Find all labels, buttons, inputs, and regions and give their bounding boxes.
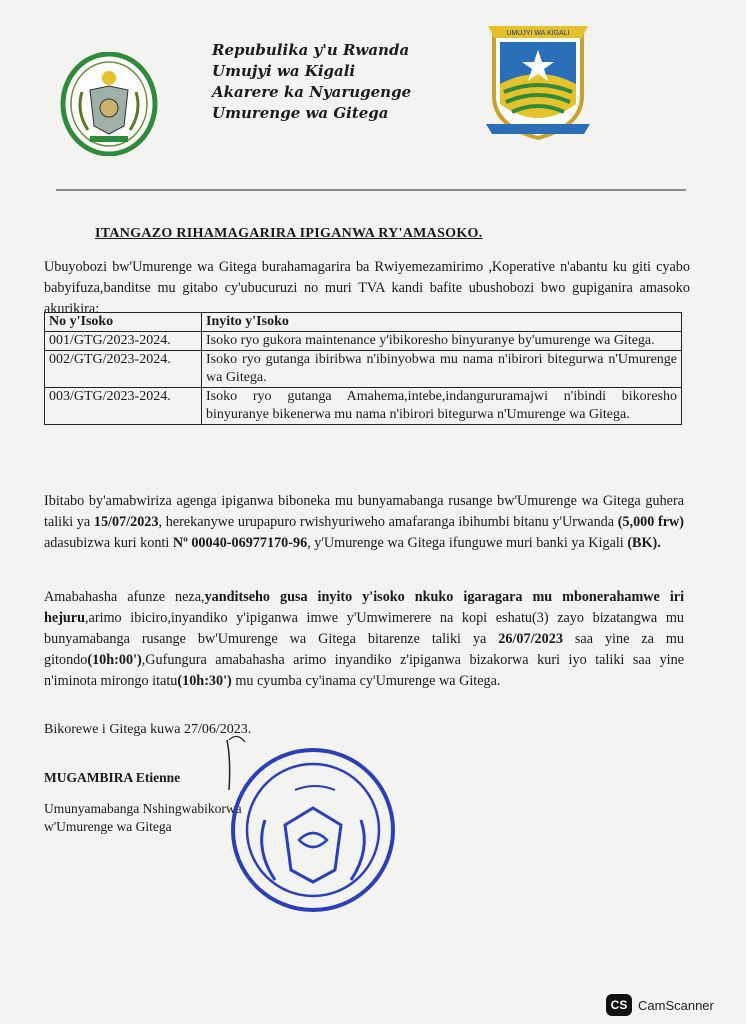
text-run: , y'Umurenge wa Gitega ifunguwe muri banki ya Kigali — [307, 535, 628, 551]
tender-number: 002/GTG/2023-2024. — [45, 351, 202, 388]
deadline-time: (10h:00') — [87, 652, 142, 668]
table-row — [45, 388, 682, 425]
header-divider — [56, 189, 686, 191]
account-number: Nº 00040-06977170-96 — [172, 535, 308, 551]
camscanner-badge — [606, 994, 714, 1016]
text-run: ,Gufungura amabahasha arimo inyandiko z'ipiganwa bizakorwa kuri iyo taliki saa yine n'iminota mirongo itatu — [44, 652, 684, 689]
official-stamp-icon — [225, 730, 400, 915]
emblem-banner-text: UMUJYI WA KIGALI — [506, 30, 570, 37]
tender-description: Isoko ryo gukora maintenance y'ibikoresho binyuranye by'umurenge wa Gitega. — [202, 332, 682, 351]
tender-description: Isoko ryo gutanga Amahema,intebe,indangururamajwi n'ibindi bikoresho binyuranye bikenerwa mu nama n'ibirori bitegurwa n'Umurenge wa Gitega. — [202, 388, 682, 425]
tender-description: Isoko ryo gutanga ibiribwa n'ibinyobwa mu nama n'ibirori bitegurwa n'Umurenge wa Gitega. — [202, 351, 682, 388]
document-title: ITANGAZO RIHAMAGARIRA IPIGANWA RY'AMASOKO. — [95, 226, 483, 241]
column-header: Inyito y'Isoko — [202, 313, 682, 332]
role-line: w'Umurenge wa Gitega — [44, 819, 172, 834]
table-header-row — [45, 313, 682, 332]
labeling-instruction: yanditseho gusa inyito y'isoko nkuko igaragara mu mbonerahamwe iri hejuru — [44, 589, 685, 626]
camscanner-label: CamScanner — [638, 997, 714, 1013]
date-place-line: Bikorewe i Gitega kuwa 27/06/2023. — [44, 722, 252, 737]
opening-time: (10h:30') — [177, 673, 232, 689]
text-run: mu cyumba cy'inama cy'Umurenge wa Gitega. — [231, 673, 501, 689]
table-row — [45, 351, 682, 388]
tender-number: 003/GTG/2023-2024. — [45, 388, 202, 425]
rwanda-coat-of-arms-icon — [60, 52, 158, 156]
camscanner-icon: CS — [606, 994, 632, 1016]
start-date: 15/07/2023 — [93, 514, 159, 530]
intro-paragraph: Ubuyobozi bw'Umurenge wa Gitega burahamagarira ba Rwiyemezamirimo ,Koperative n'abantu ku giti cyabo babyifuza,banditse mu gitabo cy'ubucuruzi no muri TVA kandi bafite ubushobozi bwo gupiganira amasoko akurikira: — [44, 259, 690, 317]
tender-number: 001/GTG/2023-2024. — [45, 332, 202, 351]
column-header: No y'Isoko — [45, 313, 202, 332]
text-run: ,arimo ibiciro,inyandiko y'ipiganwa imwe y'Umwimerere na kopi eshatu(3) zayo bizatangwa mu bunyamabanga rusange bw'Umurenge wa Gitega bitarenze taliki ya — [44, 610, 684, 647]
header-country: Repubulika y'u Rwanda — [212, 41, 410, 59]
bank-name: (BK). — [627, 535, 661, 551]
text-run: saa yine za mu gitondo — [44, 631, 685, 668]
text-run: , herekanywe urupapuro rwishyuriweho amafaranga ibihumbi bitanu y'Urwanda — [158, 514, 618, 530]
bidding-documents-paragraph — [44, 491, 684, 554]
header-address — [212, 40, 411, 124]
table-row — [45, 332, 682, 351]
kigali-city-emblem-icon — [482, 14, 594, 142]
role-line: Umunyamabanga Nshingwabikorwa — [44, 801, 242, 816]
header-city: Umujyi wa Kigali — [212, 62, 356, 80]
fee-amount: (5,000 frw) — [617, 514, 684, 530]
text-run: Ibitabo by'amabwiriza agenga ipiganwa biboneka mu bunyamabanga rusange bw'Umurenge wa Gitega guhera taliki ya — [44, 493, 684, 530]
tender-table — [44, 312, 682, 425]
submission-paragraph — [44, 587, 684, 692]
signatory-title — [44, 800, 242, 836]
deadline-date: 26/07/2023 — [498, 631, 563, 647]
text-run: Amabahasha afunze neza, — [44, 589, 205, 605]
header-district: Akarere ka Nyarugenge — [212, 83, 412, 101]
header-sector: Umurenge wa Gitega — [212, 104, 389, 122]
text-run: adasubizwa kuri konti — [44, 535, 173, 551]
signatory-name: MUGAMBIRA Etienne — [44, 770, 181, 785]
